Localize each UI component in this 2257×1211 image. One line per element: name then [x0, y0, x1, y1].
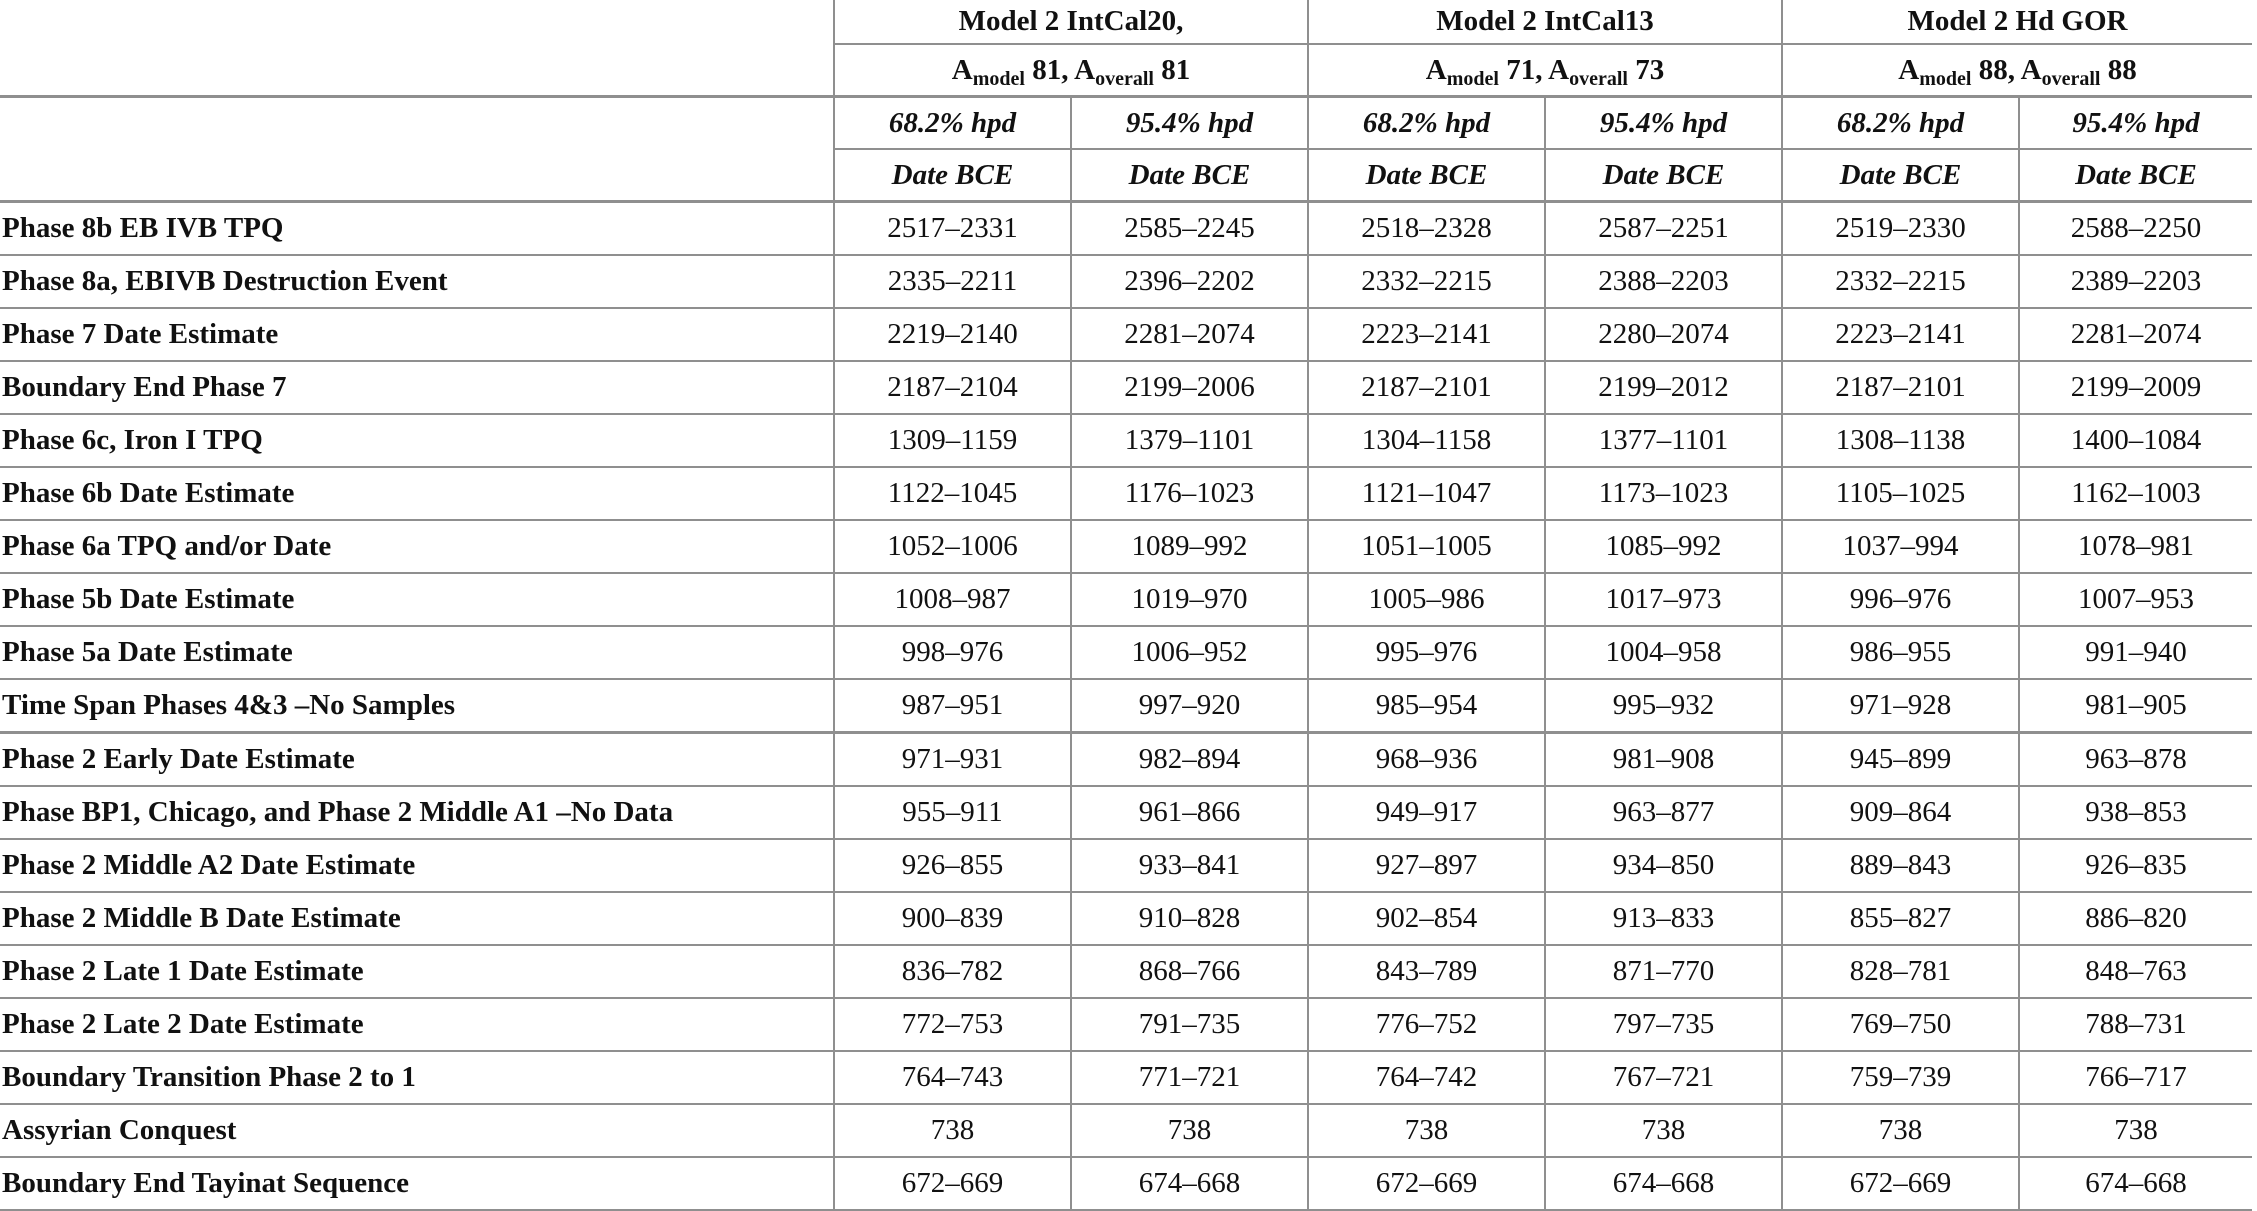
row-label: Time Span Phases 4&3 –No Samples — [0, 679, 834, 733]
table-row — [0, 786, 2252, 839]
date-range-cell: 769–750 — [1782, 998, 2019, 1051]
date-range-cell: 764–743 — [834, 1051, 1071, 1104]
date-range-cell: 2588–2250 — [2019, 202, 2252, 256]
hpd-header: 95.4% hpd — [1545, 97, 1782, 150]
hpd-header: 95.4% hpd — [1071, 97, 1308, 150]
row-label: Phase 5a Date Estimate — [0, 626, 834, 679]
hpd-header: 95.4% hpd — [2019, 97, 2252, 150]
group-title-intcal20: Model 2 IntCal20, — [834, 0, 1308, 44]
header-blank — [0, 149, 834, 202]
date-range-cell: 2280–2074 — [1545, 308, 1782, 361]
date-range-cell: 1005–986 — [1308, 573, 1545, 626]
table-row — [0, 520, 2252, 573]
date-header: Date BCE — [1308, 149, 1545, 202]
group-title-intcal13: Model 2 IntCal13 — [1308, 0, 1782, 44]
table-row — [0, 1157, 2252, 1210]
date-range-cell: 902–854 — [1308, 892, 1545, 945]
date-range-cell: 788–731 — [2019, 998, 2252, 1051]
date-range-cell: 900–839 — [834, 892, 1071, 945]
date-range-cell: 1007–953 — [2019, 573, 2252, 626]
date-range-cell: 1006–952 — [1071, 626, 1308, 679]
row-label: Phase 2 Middle B Date Estimate — [0, 892, 834, 945]
date-range-cell: 985–954 — [1308, 679, 1545, 733]
date-range-cell: 738 — [1782, 1104, 2019, 1157]
date-range-cell: 2518–2328 — [1308, 202, 1545, 256]
date-range-cell: 2281–2074 — [1071, 308, 1308, 361]
date-range-cell: 2187–2104 — [834, 361, 1071, 414]
date-range-cell: 1085–992 — [1545, 520, 1782, 573]
date-range-cell: 2199–2009 — [2019, 361, 2252, 414]
date-range-cell: 1051–1005 — [1308, 520, 1545, 573]
group-agreement-intcal20: $A_{model}$ 81, $A_{overall}$ 81 — [834, 44, 1308, 97]
date-range-cell: 767–721 — [1545, 1051, 1782, 1104]
row-label: Assyrian Conquest — [0, 1104, 834, 1157]
date-range-cell: 926–855 — [834, 839, 1071, 892]
date-range-cell: 738 — [1308, 1104, 1545, 1157]
header-row-hpd — [0, 97, 2252, 150]
date-range-cell: 968–936 — [1308, 733, 1545, 787]
row-label: Phase 5b Date Estimate — [0, 573, 834, 626]
date-range-cell: 2332–2215 — [1308, 255, 1545, 308]
row-label: Boundary End Tayinat Sequence — [0, 1157, 834, 1210]
date-range-cell: 738 — [1071, 1104, 1308, 1157]
table-row — [0, 573, 2252, 626]
date-range-cell: 738 — [1545, 1104, 1782, 1157]
header-blank — [0, 44, 834, 97]
date-range-cell: 2281–2074 — [2019, 308, 2252, 361]
date-range-cell: 971–931 — [834, 733, 1071, 787]
table-row — [0, 945, 2252, 998]
date-range-cell: 1400–1084 — [2019, 414, 2252, 467]
date-range-cell: 2585–2245 — [1071, 202, 1308, 256]
date-range-cell: 933–841 — [1071, 839, 1308, 892]
header-row-model — [0, 0, 2252, 44]
group-title-hdgor: Model 2 Hd GOR — [1782, 0, 2252, 44]
row-label: Phase 2 Late 1 Date Estimate — [0, 945, 834, 998]
date-range-cell: 963–878 — [2019, 733, 2252, 787]
date-range-cell: 995–932 — [1545, 679, 1782, 733]
date-range-cell: 909–864 — [1782, 786, 2019, 839]
date-range-cell: 1377–1101 — [1545, 414, 1782, 467]
header-row-agreement — [0, 44, 2252, 97]
date-range-cell: 982–894 — [1071, 733, 1308, 787]
date-range-cell: 672–669 — [1782, 1157, 2019, 1210]
date-range-cell: 996–976 — [1782, 573, 2019, 626]
table-row — [0, 839, 2252, 892]
date-range-cell: 2199–2006 — [1071, 361, 1308, 414]
date-range-cell: 828–781 — [1782, 945, 2019, 998]
date-range-cell: 926–835 — [2019, 839, 2252, 892]
date-range-cell: 674–668 — [1545, 1157, 1782, 1210]
date-range-cell: 886–820 — [2019, 892, 2252, 945]
date-range-cell: 2187–2101 — [1782, 361, 2019, 414]
date-range-cell: 1017–973 — [1545, 573, 1782, 626]
date-range-cell: 1122–1045 — [834, 467, 1071, 520]
date-range-cell: 889–843 — [1782, 839, 2019, 892]
date-range-cell: 2388–2203 — [1545, 255, 1782, 308]
row-label: Phase 8b EB IVB TPQ — [0, 202, 834, 256]
date-range-cell: 963–877 — [1545, 786, 1782, 839]
hpd-header: 68.2% hpd — [1308, 97, 1545, 150]
row-label: Phase 7 Date Estimate — [0, 308, 834, 361]
date-range-cell: 797–735 — [1545, 998, 1782, 1051]
table-row — [0, 361, 2252, 414]
table-row — [0, 733, 2252, 787]
date-range-cell: 938–853 — [2019, 786, 2252, 839]
date-range-cell: 1004–958 — [1545, 626, 1782, 679]
date-range-cell: 981–908 — [1545, 733, 1782, 787]
date-range-cell: 986–955 — [1782, 626, 2019, 679]
row-label: Phase 8a, EBIVB Destruction Event — [0, 255, 834, 308]
hpd-header: 68.2% hpd — [834, 97, 1071, 150]
header-blank — [0, 97, 834, 150]
date-range-cell: 672–669 — [834, 1157, 1071, 1210]
date-range-cell: 771–721 — [1071, 1051, 1308, 1104]
row-label: Phase 2 Middle A2 Date Estimate — [0, 839, 834, 892]
table-row — [0, 679, 2252, 733]
date-range-cell: 1173–1023 — [1545, 467, 1782, 520]
date-range-cell: 871–770 — [1545, 945, 1782, 998]
date-range-cell: 738 — [834, 1104, 1071, 1157]
date-range-cell: 843–789 — [1308, 945, 1545, 998]
date-range-cell: 848–763 — [2019, 945, 2252, 998]
date-range-cell: 2519–2330 — [1782, 202, 2019, 256]
table-row — [0, 414, 2252, 467]
date-range-cell: 945–899 — [1782, 733, 2019, 787]
date-range-cell: 961–866 — [1071, 786, 1308, 839]
date-range-cell: 981–905 — [2019, 679, 2252, 733]
date-range-cell: 759–739 — [1782, 1051, 2019, 1104]
date-range-cell: 1309–1159 — [834, 414, 1071, 467]
date-range-cell: 1121–1047 — [1308, 467, 1545, 520]
date-range-cell: 1052–1006 — [834, 520, 1071, 573]
date-range-cell: 2396–2202 — [1071, 255, 1308, 308]
date-range-cell: 868–766 — [1071, 945, 1308, 998]
table-row — [0, 467, 2252, 520]
hpd-header: 68.2% hpd — [1782, 97, 2019, 150]
date-range-cell: 2199–2012 — [1545, 361, 1782, 414]
date-range-cell: 674–668 — [2019, 1157, 2252, 1210]
group-agreement-intcal13: $A_{model}$ 71, $A_{overall}$ 73 — [1308, 44, 1782, 97]
date-range-cell: 2187–2101 — [1308, 361, 1545, 414]
date-header: Date BCE — [2019, 149, 2252, 202]
date-range-cell: 2223–2141 — [1308, 308, 1545, 361]
table-row — [0, 1051, 2252, 1104]
date-range-cell: 1105–1025 — [1782, 467, 2019, 520]
date-range-cell: 674–668 — [1071, 1157, 1308, 1210]
date-range-cell: 927–897 — [1308, 839, 1545, 892]
table-row — [0, 1104, 2252, 1157]
row-label: Phase 6b Date Estimate — [0, 467, 834, 520]
date-range-cell: 764–742 — [1308, 1051, 1545, 1104]
date-range-cell: 910–828 — [1071, 892, 1308, 945]
date-range-cell: 971–928 — [1782, 679, 2019, 733]
date-range-cell: 855–827 — [1782, 892, 2019, 945]
row-label: Phase 6c, Iron I TPQ — [0, 414, 834, 467]
row-label: Boundary End Phase 7 — [0, 361, 834, 414]
header-row-date — [0, 149, 2252, 202]
date-range-cell: 1008–987 — [834, 573, 1071, 626]
date-header: Date BCE — [1071, 149, 1308, 202]
date-range-cell: 2219–2140 — [834, 308, 1071, 361]
date-range-cell: 934–850 — [1545, 839, 1782, 892]
date-range-cell: 672–669 — [1308, 1157, 1545, 1210]
date-header: Date BCE — [1782, 149, 2019, 202]
date-range-cell: 2332–2215 — [1782, 255, 2019, 308]
date-range-cell: 1308–1138 — [1782, 414, 2019, 467]
date-range-cell: 1037–994 — [1782, 520, 2019, 573]
date-range-cell: 997–920 — [1071, 679, 1308, 733]
date-range-cell: 913–833 — [1545, 892, 1782, 945]
date-range-cell: 2335–2211 — [834, 255, 1071, 308]
date-range-cell: 998–976 — [834, 626, 1071, 679]
row-label: Phase 2 Early Date Estimate — [0, 733, 834, 787]
table-row — [0, 202, 2252, 256]
date-range-cell: 766–717 — [2019, 1051, 2252, 1104]
row-label: Phase BP1, Chicago, and Phase 2 Middle A1 –No Data — [0, 786, 834, 839]
date-range-cell: 1379–1101 — [1071, 414, 1308, 467]
row-label: Phase 2 Late 2 Date Estimate — [0, 998, 834, 1051]
date-range-cell: 2517–2331 — [834, 202, 1071, 256]
date-range-cell: 2223–2141 — [1782, 308, 2019, 361]
date-range-cell: 955–911 — [834, 786, 1071, 839]
date-range-cell: 2389–2203 — [2019, 255, 2252, 308]
header-blank — [0, 0, 834, 44]
date-range-cell: 995–976 — [1308, 626, 1545, 679]
date-range-cell: 949–917 — [1308, 786, 1545, 839]
group-agreement-hdgor: $A_{model}$ 88, $A_{overall}$ 88 — [1782, 44, 2252, 97]
date-range-cell: 776–752 — [1308, 998, 1545, 1051]
date-range-cell: 1176–1023 — [1071, 467, 1308, 520]
date-range-cell: 791–735 — [1071, 998, 1308, 1051]
row-label: Phase 6a TPQ and/or Date — [0, 520, 834, 573]
table-row — [0, 255, 2252, 308]
date-range-cell: 1019–970 — [1071, 573, 1308, 626]
date-header: Date BCE — [834, 149, 1071, 202]
date-range-cell: 738 — [2019, 1104, 2252, 1157]
row-label: Boundary Transition Phase 2 to 1 — [0, 1051, 834, 1104]
table-row — [0, 308, 2252, 361]
date-range-cell: 1078–981 — [2019, 520, 2252, 573]
date-header: Date BCE — [1545, 149, 1782, 202]
table-row — [0, 626, 2252, 679]
date-range-cell: 1162–1003 — [2019, 467, 2252, 520]
date-range-cell: 1089–992 — [1071, 520, 1308, 573]
date-range-cell: 987–951 — [834, 679, 1071, 733]
date-range-cell: 991–940 — [2019, 626, 2252, 679]
date-range-cell: 2587–2251 — [1545, 202, 1782, 256]
date-range-cell: 836–782 — [834, 945, 1071, 998]
table-body — [0, 202, 2252, 1211]
table-row — [0, 998, 2252, 1051]
table-row — [0, 892, 2252, 945]
date-range-cell: 772–753 — [834, 998, 1071, 1051]
date-range-cell: 1304–1158 — [1308, 414, 1545, 467]
